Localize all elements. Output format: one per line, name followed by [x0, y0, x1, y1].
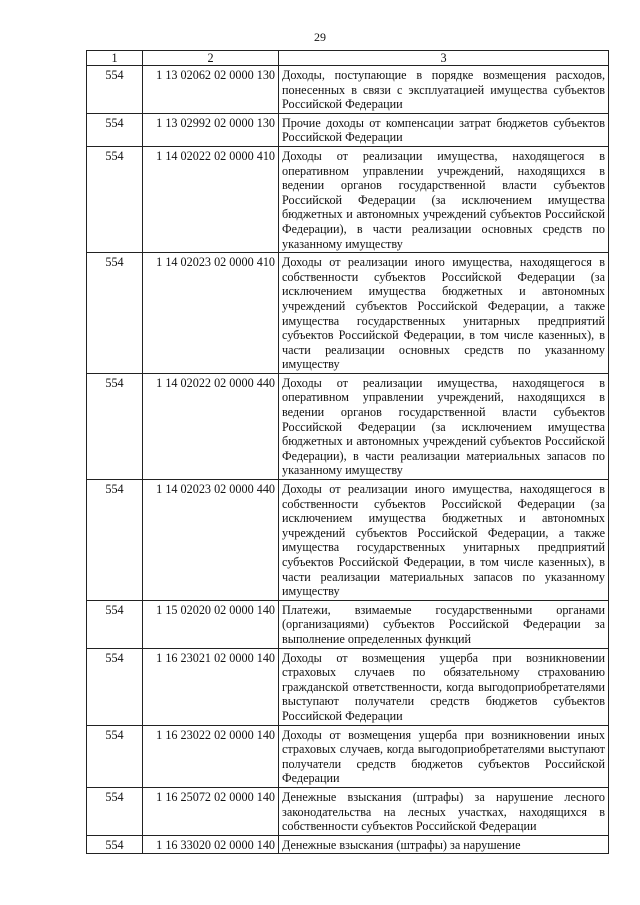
table-row	[87, 648, 609, 725]
budget-classification-code-cell: 1 13 02062 02 0000 130	[143, 66, 279, 114]
revenue-description-cell: Денежные взыскания (штрафы) за нарушение лесного законодательства на лесных участках, находящихся в собственности субъектов Российской Федерации	[279, 787, 609, 835]
revenue-description-cell: Доходы от реализации имущества, находящегося в оперативном управлении учреждений, находящихся в ведении органов государственной власти субъектов Российской Федерации (за исключением имущества бюджетных и автономных учреждений субъектов Российской Федерации), в части реализации основных средств по указанному имуществу	[279, 146, 609, 252]
budget-classification-code-cell: 1 14 02022 02 0000 440	[143, 373, 279, 479]
admin-code-cell: 554	[87, 66, 143, 114]
table-row	[87, 835, 609, 854]
header-col-3: 3	[279, 51, 609, 66]
budget-classification-code-cell: 1 15 02020 02 0000 140	[143, 600, 279, 648]
admin-code-cell: 554	[87, 113, 143, 146]
revenue-description-cell: Доходы от возмещения ущерба при возникновении страховых случаев по обязательному страхованию гражданской ответственности, когда выгодоприобретателями выступают получатели средств бюджетов субъектов Российской Федерации	[279, 648, 609, 725]
table-row	[87, 253, 609, 374]
revenue-codes-table	[86, 50, 609, 854]
budget-classification-code-cell: 1 14 02023 02 0000 410	[143, 253, 279, 374]
budget-classification-code-cell: 1 16 23021 02 0000 140	[143, 648, 279, 725]
table-header-row	[87, 51, 609, 66]
table-row	[87, 146, 609, 252]
admin-code-cell: 554	[87, 787, 143, 835]
table-body	[87, 66, 609, 854]
budget-classification-code-cell: 1 14 02022 02 0000 410	[143, 146, 279, 252]
revenue-description-cell: Прочие доходы от компенсации затрат бюджетов субъектов Российской Федерации	[279, 113, 609, 146]
admin-code-cell: 554	[87, 146, 143, 252]
header-col-1: 1	[87, 51, 143, 66]
admin-code-cell: 554	[87, 253, 143, 374]
revenue-description-cell: Платежи, взимаемые государственными органами (организациями) субъектов Российской Федерации за выполнение определенных функций	[279, 600, 609, 648]
table-row	[87, 480, 609, 601]
revenue-description-cell: Доходы, поступающие в порядке возмещения расходов, понесенных в связи с эксплуатацией имущества субъектов Российской Федерации	[279, 66, 609, 114]
table-row	[87, 787, 609, 835]
revenue-description-cell: Доходы от реализации иного имущества, находящегося в собственности субъектов Российской Федерации (за исключением имущества бюджетных и автономных учреждений субъектов Российской Федерации, а также имущества государственных унитарных предприятий субъектов Российской Федерации, в том числе казенных), в части реализации материальных запасов по указанному имуществу	[279, 480, 609, 601]
table-row	[87, 66, 609, 114]
budget-classification-code-cell: 1 16 25072 02 0000 140	[143, 787, 279, 835]
page-number: 29	[314, 30, 326, 44]
table-row	[87, 725, 609, 787]
table-row	[87, 600, 609, 648]
budget-classification-code-cell: 1 16 33020 02 0000 140	[143, 835, 279, 854]
revenue-description-cell: Доходы от возмещения ущерба при возникновении иных страховых случаев, когда выгодоприобретателями выступают получатели средств бюджетов субъектов Российской Федерации	[279, 725, 609, 787]
admin-code-cell: 554	[87, 480, 143, 601]
admin-code-cell: 554	[87, 648, 143, 725]
budget-classification-code-cell: 1 16 23022 02 0000 140	[143, 725, 279, 787]
admin-code-cell: 554	[87, 373, 143, 479]
budget-classification-code-cell: 1 14 02023 02 0000 440	[143, 480, 279, 601]
budget-classification-code-cell: 1 13 02992 02 0000 130	[143, 113, 279, 146]
revenue-description-cell: Денежные взыскания (штрафы) за нарушение	[279, 835, 609, 854]
header-col-2: 2	[143, 51, 279, 66]
revenue-description-cell: Доходы от реализации имущества, находящегося в оперативном управлении учреждений, находящихся в ведении органов государственной власти субъектов Российской Федерации (за исключением имущества бюджетных и автономных учреждений субъектов Российской Федерации), в части реализации материальных запасов по указанному имуществу	[279, 373, 609, 479]
admin-code-cell: 554	[87, 835, 143, 854]
table-row	[87, 373, 609, 479]
table-row	[87, 113, 609, 146]
admin-code-cell: 554	[87, 725, 143, 787]
admin-code-cell: 554	[87, 600, 143, 648]
revenue-description-cell: Доходы от реализации иного имущества, находящегося в собственности субъектов Российской Федерации (за исключением имущества бюджетных и автономных учреждений субъектов Российской Федерации, а также имущества государственных унитарных предприятий субъектов Российской Федерации, в том числе казенных), в части реализации основных средств по указанному имуществу	[279, 253, 609, 374]
